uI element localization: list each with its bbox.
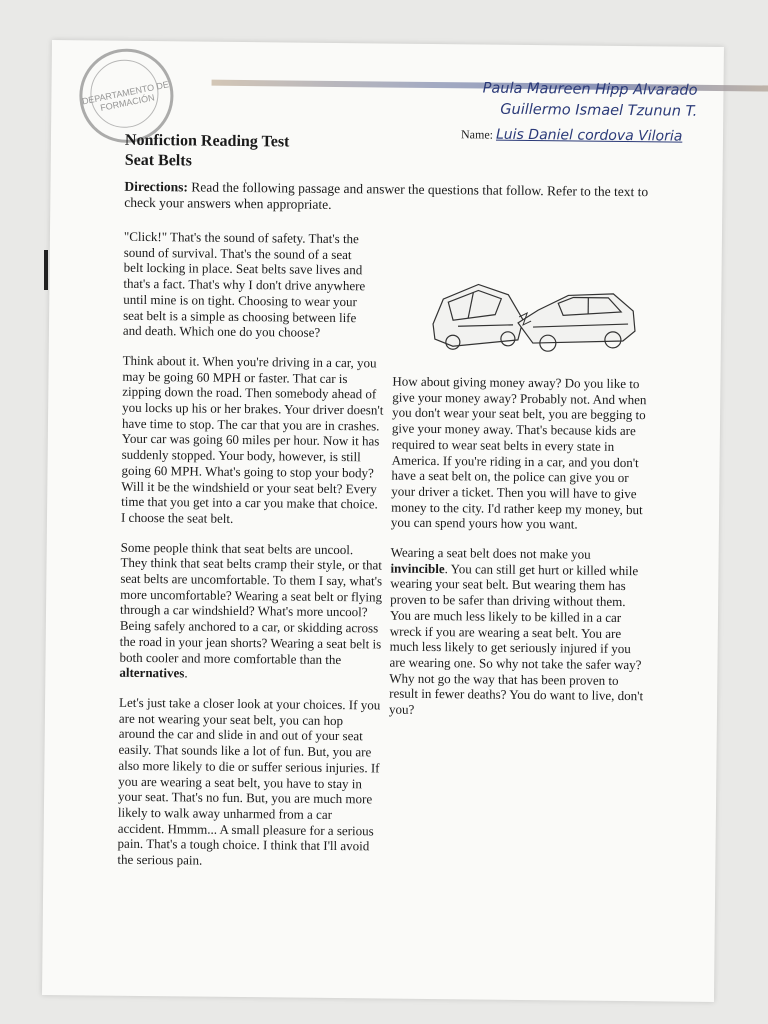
stamp-text: DEPARTAMENTO DE FORMACIÓN <box>81 79 170 114</box>
paragraph-6-bold: invincible <box>390 560 445 576</box>
paragraph-3-bold: alternatives <box>119 665 185 681</box>
name-field <box>461 126 711 145</box>
paragraph-4: Let's just take a closer look at your choices. If you are not wearing your seat belt, you can hop around the car and slide in and out of your seat easily. That sounds like a lot of fun. But, you are also more likely to die or suffer serious injuries. If you are wearing a seat belt, you have to stay in your seat. That's no fun. But, you are much more likely to walk away unharmed from a car accident. Hmmm... A small pleasure for a serious pain. That's a tough choice. I think that I'll avoid the serious pain. <box>117 694 381 868</box>
worksheet-page <box>42 40 724 1002</box>
paragraph-3 <box>119 539 382 683</box>
handwritten-name-2: Guillermo Ismael Tzunun T. <box>500 101 698 120</box>
paragraph-6-text: Wearing a seat belt does not make you <box>390 544 591 562</box>
handwritten-names <box>437 78 697 123</box>
paragraph-5: How about giving money away? Do you like to give your money away? Probably not. And when you don't wear your seat belt, you are begging to give your money away. That's because kids are required to wear seat belts in every state in America. If you're riding in a car, and you don't have a seat belt on, the police can give you or your driver a ticket. Then you will have to give money to the city. I'd rather keep my money, but you can spend yours how you want. <box>390 373 647 532</box>
directions <box>124 179 664 217</box>
paragraph-2: Think about it. When you're driving in a car, you may be going 60 MPH or faster. That car is zipping down the road. Then somebody ahead of you locks up his or her brakes. Your driver doesn't have time to stop. The car that you are in crashes. Your car was going 60 miles per hour. Now it has suddenly stopped. Your body, however, is still going 60 MPH. What's going to stop your body? Will it be the windshield or your seat belt? Every time that you get into a car you make that choice. I choose the seat belt. <box>120 352 384 526</box>
paragraph-6 <box>389 545 647 720</box>
handwritten-name-3: Luis Daniel cordova Viloria <box>495 126 683 145</box>
directions-label: Directions: <box>124 178 189 195</box>
directions-text: Read the following passage and answer the questions that follow. Refer to the text to check your answers when appropriate. <box>124 179 649 212</box>
paragraph-3-text: Some people think that seat belts are uncool. They think that seat belts cramp their style, or that seat belts are uncomfortable. To them I say, what's more uncomfortable? Wearing a seat belt or flying through a car windshield? What's more uncool? Being safely anchored to a car, or skidding across the road in your jean shorts? Wearing a seat belt is both cooler and more comfortable than the <box>119 539 383 667</box>
paragraph-6-end: . You can still get hurt or killed while wearing your seat belt. But wearing them has proven to be safer than driving without them. You are much less likely to be killed in a car wreck if you are wearing a seat belt. You are much less likely to get seriously injured if you are wearing one. So why not take the safer way? Why not go the way that has been proven to result in fewer deaths? You do want to live, don't you? <box>388 560 644 717</box>
car-crash-illustration <box>423 254 644 356</box>
department-stamp <box>79 48 174 143</box>
title-line-1: Nonfiction Reading Test <box>124 131 290 151</box>
name-label: Name: <box>460 127 494 142</box>
title-line-2: Seat Belts <box>124 151 192 170</box>
page-title <box>125 131 425 174</box>
paragraph-3-end: . <box>184 665 188 681</box>
handwritten-name-1: Paula Maureen Hipp Alvarado <box>482 80 698 99</box>
scan-edge-mark <box>44 250 48 290</box>
left-column <box>117 229 386 884</box>
paragraph-1: "Click!" That's the sound of safety. That's the sound of survival. That's the sound of a seat belt locking in place. Seat belts save lives and that's a fact. That's why I don't drive anywhere until mine is on tight. Choosing to wear your seat belt is a simple as choosing between life and death. Which one do you choose? <box>122 228 366 341</box>
right-column <box>389 374 649 734</box>
